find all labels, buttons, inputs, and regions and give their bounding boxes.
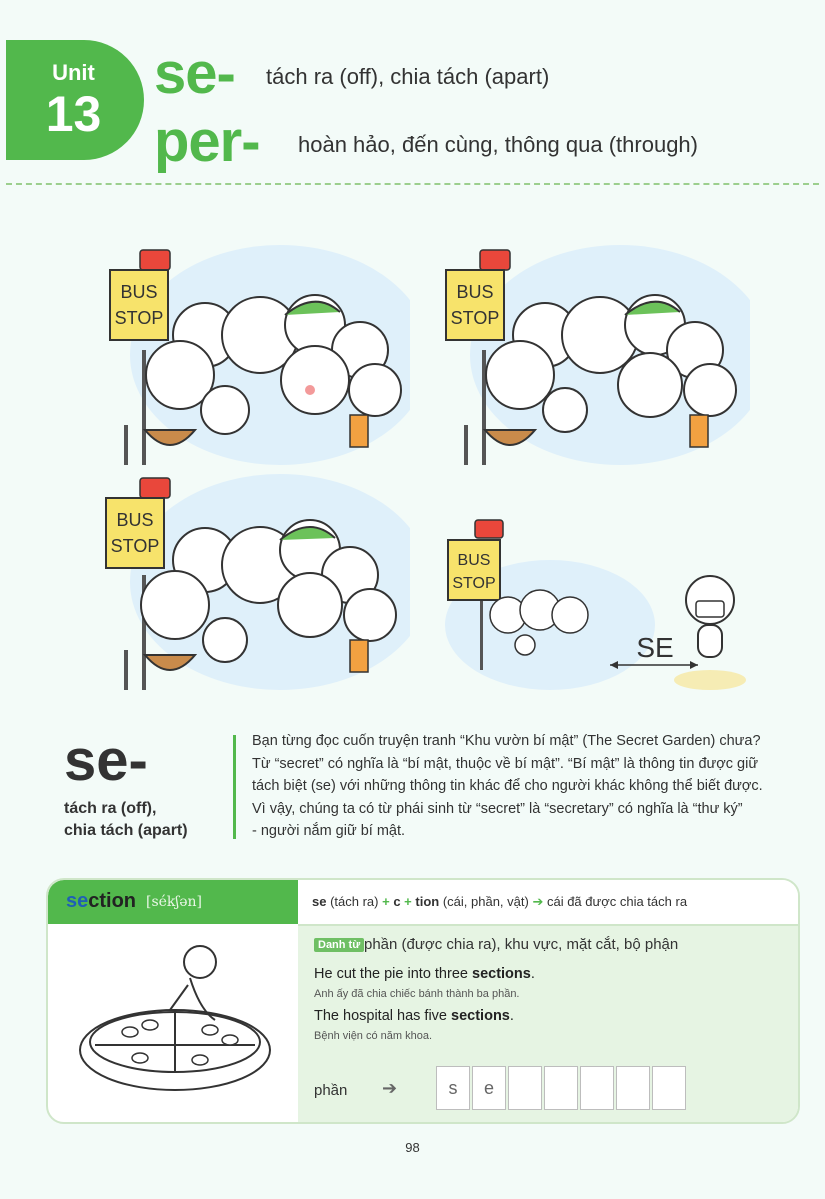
unit-label: Unit bbox=[52, 60, 95, 85]
se-divider-bar bbox=[233, 735, 236, 839]
plus-icon: + bbox=[404, 894, 412, 909]
bus-icon bbox=[480, 250, 510, 270]
word-card-section bbox=[46, 878, 800, 1124]
etymology-bar bbox=[298, 880, 798, 926]
letter-box[interactable]: s bbox=[436, 1066, 470, 1110]
word-card-header bbox=[48, 880, 298, 924]
pie-cutting-illustration bbox=[70, 940, 285, 1105]
prefix-per-gloss: hoàn hảo, đến cùng, thông qua (through) bbox=[298, 132, 698, 157]
vocab-word-prefix: se bbox=[66, 890, 89, 912]
sign-text-bus: BUS bbox=[120, 282, 158, 302]
paragraph-line: Bạn từng đọc cuốn truyện tranh “Khu vườn bí mật” (The Secret Garden) chưa? bbox=[252, 733, 761, 749]
etym-part: c bbox=[393, 894, 401, 909]
sign-text-bus: BUS bbox=[457, 552, 491, 569]
bus-stop-sign bbox=[106, 498, 164, 568]
letter-box[interactable] bbox=[616, 1066, 650, 1110]
page-number: 98 bbox=[405, 1140, 420, 1155]
vocab-word-rest: ction bbox=[88, 890, 137, 912]
bus-stop-sign bbox=[110, 270, 168, 340]
example-keyword: sections bbox=[451, 1008, 510, 1024]
comic-panel-4 bbox=[440, 515, 750, 695]
etym-gloss: (tách ra) bbox=[326, 894, 383, 909]
sign-text-stop: STOP bbox=[450, 308, 500, 328]
header-divider bbox=[6, 183, 819, 185]
etymology-text bbox=[312, 894, 687, 910]
se-gloss-line-1: tách ra (off), bbox=[64, 800, 157, 817]
plus-icon: + bbox=[382, 894, 390, 909]
etym-part: se bbox=[312, 894, 327, 909]
example-sentence-1: He cut the pie into three sections. bbox=[314, 966, 535, 982]
etym-gloss: (cái, phần, vật) bbox=[439, 894, 533, 909]
prefix-se-gloss: tách ra (off), chia tách (apart) bbox=[266, 64, 550, 89]
arrow-right-icon: ➔ bbox=[382, 1078, 398, 1098]
se-gloss-line-2: chia tách (apart) bbox=[64, 822, 188, 839]
prefix-per-title: per- bbox=[154, 109, 260, 174]
example-translation-2: Bệnh viện có năm khoa. bbox=[314, 1030, 433, 1042]
sign-text-stop: STOP bbox=[452, 575, 496, 592]
sign-text-stop: STOP bbox=[110, 536, 160, 556]
vocab-ipa: [sékʃən] bbox=[146, 894, 202, 910]
paragraph-line: Vì vậy, chúng ta có từ phái sinh từ “secret” là “secretary” có nghĩa là “thư ký” bbox=[252, 800, 743, 817]
etym-result: cái đã được chia tách ra bbox=[546, 894, 688, 909]
word-card-details bbox=[298, 926, 798, 1122]
unit-badge bbox=[6, 40, 144, 160]
sign-text-stop: STOP bbox=[114, 308, 164, 328]
letter-box[interactable] bbox=[652, 1066, 686, 1110]
spelling-practice-boxes bbox=[436, 1066, 688, 1110]
letter-box[interactable] bbox=[580, 1066, 614, 1110]
etym-part: tion bbox=[415, 894, 440, 909]
se-prefix-heading: se- bbox=[64, 728, 148, 793]
prefix-se-title: se- bbox=[154, 41, 235, 106]
paragraph-line: Từ “secret” có nghĩa là “bí mật, thuộc về bí mật”. “Bí mật” là thông tin được giữ bbox=[252, 755, 759, 772]
unit-number: 13 bbox=[45, 86, 102, 142]
example-translation-1: Anh ấy đã chia chiếc bánh thành ba phần. bbox=[314, 988, 520, 1000]
definition: phần (được chia ra), khu vực, mặt cắt, bộ phận bbox=[364, 936, 679, 953]
bus-icon bbox=[140, 478, 170, 498]
paragraph-line: tách biệt (se) với những thông tin khác để cho người khác không thể biết được. bbox=[252, 778, 763, 794]
separation-label: SE bbox=[636, 632, 674, 663]
paragraph-line: - người nắm giữ bí mật. bbox=[252, 823, 406, 839]
sign-text-bus: BUS bbox=[116, 510, 154, 530]
bus-icon bbox=[140, 250, 170, 270]
letter-box[interactable]: e bbox=[472, 1066, 506, 1110]
comic-panel-2 bbox=[440, 240, 750, 470]
vocab-word bbox=[66, 890, 136, 913]
part-of-speech-tag: Danh từ bbox=[314, 938, 364, 952]
bus-icon bbox=[475, 520, 503, 538]
practice-label: phần bbox=[314, 1082, 348, 1099]
example-keyword: sections bbox=[472, 966, 531, 982]
example-sentence-2: The hospital has five sections. bbox=[314, 1008, 514, 1024]
arrow-right-icon: ➔ bbox=[532, 894, 544, 909]
sign-text-bus: BUS bbox=[456, 282, 494, 302]
comic-panel-3 bbox=[100, 470, 410, 695]
comic-panel-1 bbox=[100, 240, 410, 470]
letter-box[interactable] bbox=[544, 1066, 578, 1110]
letter-box[interactable] bbox=[508, 1066, 542, 1110]
bus-stop-sign bbox=[446, 270, 504, 340]
se-explanation-paragraph bbox=[252, 730, 797, 843]
